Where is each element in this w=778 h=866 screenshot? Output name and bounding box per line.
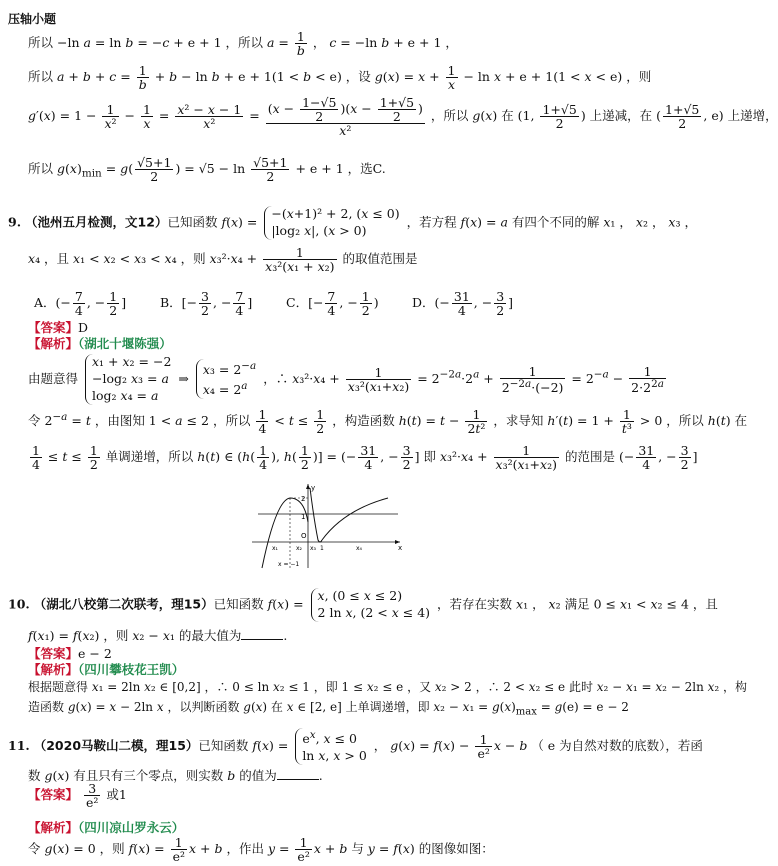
q11-answer-blank[interactable] xyxy=(277,769,319,780)
q10-analysis-tag: 【解析】 xyxy=(28,662,79,677)
q9-analysis-source: （湖北十堰陈强） xyxy=(78,336,172,351)
q10-answer-tag: 【答案】 xyxy=(28,646,79,661)
q11-answer xyxy=(28,782,127,809)
q9-solution-line3: $\frac{1}{4}$ ≤ t ≤ $\frac{1}{2}$ 单调递增，所以 h(t) ∈ (h( $\frac{1}{4}$ ), h( $\frac{1}{2}$ )] = (− $\frac{31}{4}$ , − $\frac{3}{2}$ ] 即 x₃²·x₄ + $\frac{1}{\text{x₃²(x₁+x₂)}}$ 的范围是 (− $\frac{31}{4}$ , − $\frac{3}{2}$ ] xyxy=(32,443,698,473)
label-2: 2 xyxy=(301,495,306,503)
q9-solution-line2: 令 $2^{-a} = t$ ，由图知 1 < a ≤ 2 ，所以 $\frac{1}{4}$ < t ≤ $\frac{1}{2}$ ，构造函数 h(t) = t − $\frac{1}{\text{2t²}}$ ，求导知 h′(t) = 1 + $\frac{1}{\text{t³}}$ > 0 ，所以 h(t) 在 xyxy=(28,407,748,437)
sol8-line1: 所以 −ln a = ln b = −c + e + 1 ，所以 a = $\frac{1}{b}$ ， c = −ln b + e + 1 ， xyxy=(28,29,458,59)
q10-answer-blank[interactable] xyxy=(241,629,283,640)
q9-function-graph xyxy=(248,480,408,572)
label-tick-1: 1 xyxy=(320,545,324,552)
y-axis-arrow xyxy=(306,484,310,489)
sol8-line4: 所以 $g(x)_{min} = g$( $\frac{√5+1}{2}$ ) = √5 − ln $\frac{√5+1}{2}$ + e + 1 ，选C. xyxy=(28,155,386,185)
q11-analysis-tag-row xyxy=(28,818,184,836)
q9-option-d[interactable]: D．(− $\frac{31}{4}$ , − $\frac{3}{2}$ ] xyxy=(412,289,514,319)
q11-answer-value: $\frac{3}{\text{e²}}$ 或1 xyxy=(86,781,127,811)
log-curve-left xyxy=(310,488,322,542)
q11-analysis-tag: 【解析】 xyxy=(28,820,79,835)
q9-option-b[interactable]: B．[− $\frac{3}{2}$ , − $\frac{7}{4}$ ] xyxy=(160,289,253,319)
q9-number: 9. xyxy=(8,214,22,230)
q10-stem-line2: f(x₁) = f(x₂) ，则 x₂ − x₁ 的最大值为 . xyxy=(28,628,288,643)
q11-stem-line2: 数 g(x) 有且只有三个零点，则实数 b 的值为 . xyxy=(28,768,323,783)
label-x4: x₄ xyxy=(356,545,362,552)
q9-stem-line2: x₄ ，且 x₁ < x₂ < x₃ < x₄ ，则 x₃²·x₄ + $\frac{1}{\text{x₃²(x₁ + x₂)}}$ 的取值范围是 xyxy=(28,245,418,275)
q11-source: （2020马鞍山二模，理15） xyxy=(33,737,199,753)
q10-solution-line2: 造函数 g(x) = x − 2ln x ，以判断函数 g(x) 在 x ∈ [2, e] 上单调递增，即 $x_2 - x_1 = g(x)_{max} = g(e) = e - 2$ xyxy=(28,700,629,718)
label-x: x xyxy=(398,544,403,552)
q11-stem-line1: 11. （2020马鞍山二模，理15）已知函数 f(x) = $e^x$, x ≤ 0 ln x, x > 0 ， g(x) = f(x) − $\frac{1}{\text{e²}}$ x − b （ e 为自然对数的底数），若函 xyxy=(8,729,703,764)
q9-answer-tag: 【答案】 xyxy=(28,320,79,335)
q9-analysis-tag: 【解析】 xyxy=(28,336,79,351)
q9-option-c[interactable]: C．[− $\frac{7}{4}$ , − $\frac{1}{2}$ ) xyxy=(286,289,379,319)
q9-analysis-tag-row xyxy=(28,334,172,352)
q11-answer-tag: 【答案】 xyxy=(28,787,79,803)
label-y: y xyxy=(311,484,316,492)
q11-number: 11. xyxy=(8,737,30,753)
sol8-line2: 所以 a + b + c = $\frac{1}{b}$ + b − ln b + e + 1(1 < b < e) ，设 g(x) = x + $\frac{1}{x}$ − ln x + e + 1(1 < x < e) ，则 xyxy=(28,63,652,93)
page-header: 压轴小题 xyxy=(8,12,57,26)
label-x3: x₃ xyxy=(310,545,316,552)
q9-answer-value: D xyxy=(78,320,89,335)
label-1: 1 xyxy=(301,513,306,521)
label-origin: O xyxy=(301,532,307,540)
q9-stem-line1: 9. （池州五月检测，文12）已知函数 f(x) = −(x+1)² + 2, (x ≤ 0) |log₂ x|, (x > 0) ，若方程 f(x) = a 有四个不同的解 x₁ ， x₂ ， x₃ ， xyxy=(8,206,697,238)
q9-option-a[interactable]: A．(− $\frac{7}{4}$ , − $\frac{1}{2}$ ] xyxy=(34,289,127,319)
label-x1: x₁ xyxy=(272,545,278,552)
label-x-minus-1: x = −1 xyxy=(278,561,300,568)
q11-analysis-source: （四川凉山罗永云） xyxy=(78,820,185,835)
q10-solution-line1: 根据题意得 x₁ = 2ln x₂ ∈ [0,2] ，∴ 0 ≤ ln x₂ ≤ 1 ，即 1 ≤ x₂ ≤ e ，又 x₂ > 2 ，∴ 2 < x₂ ≤ e 此时 x₂ − x₁ = x₂ − 2ln x₂ ，构 xyxy=(28,680,748,694)
q10-stem-line1: 10. （湖北八校第二次联考，理15）已知函数 f(x) = x, (0 ≤ x ≤ 2) 2 ln x, (2 < x ≤ 4) ，若存在实数 x₁ ， x₂ 满足 0 ≤ x₁ < x₂ ≤ 4 ，且 xyxy=(8,588,718,620)
q10-source: （湖北八校第二次联考，理15） xyxy=(33,596,214,612)
label-x2: x₂ xyxy=(296,545,302,552)
q10-number: 10. xyxy=(8,596,30,612)
q10-analysis-tag-row xyxy=(28,660,184,678)
q10-answer-value: e − 2 xyxy=(78,646,112,661)
q11-solution-line1: 令 g(x) = 0 ，则 f(x) = $\frac{1}{\text{e²}}$ x + b ，作出 y = $\frac{1}{\text{e²}}$ x + b 与 y = f(x) 的图像如图： xyxy=(28,835,494,865)
q9-source: （池州五月检测，文12） xyxy=(25,214,168,230)
q10-analysis-source: （四川攀枝花王凯） xyxy=(78,662,185,677)
log-curve-right xyxy=(322,498,388,540)
sol8-line3: g′(x) = 1 − $\frac{1}{\text{x²}}$ − $\frac{1}{x}$ = $\frac{\text{x² − x − 1}}{\text{x²}}$ = (x − $\frac{1-√5}{2}$ )(x − $\frac{1+√5}{2}$ ) x² ，所以 g(x) 在 (1, $\frac{1+√5}{2}$ ) 上递减，在 ( $\frac{1+√5}{2}$ , e) 上递增， xyxy=(28,95,778,139)
q9-solution-line1: 由题意得 x₁ + x₂ = −2 −log₂ x₃ = a log₂ x₄ = a ⇒ $x_3 = 2^{-a}$ $x_4 = 2^a$ ，∴ x₃²·x₄ + $\frac{1}{\text{x₃²(x₁+x₂)}}$ = $2^{-2a}\cdot 2^a$ + $\frac{1}{2^{-2a}\cdot(-2)}$ = $2^{-a}$ − $\frac{1}{2\cdot 2^{2a}}$ xyxy=(28,354,664,403)
